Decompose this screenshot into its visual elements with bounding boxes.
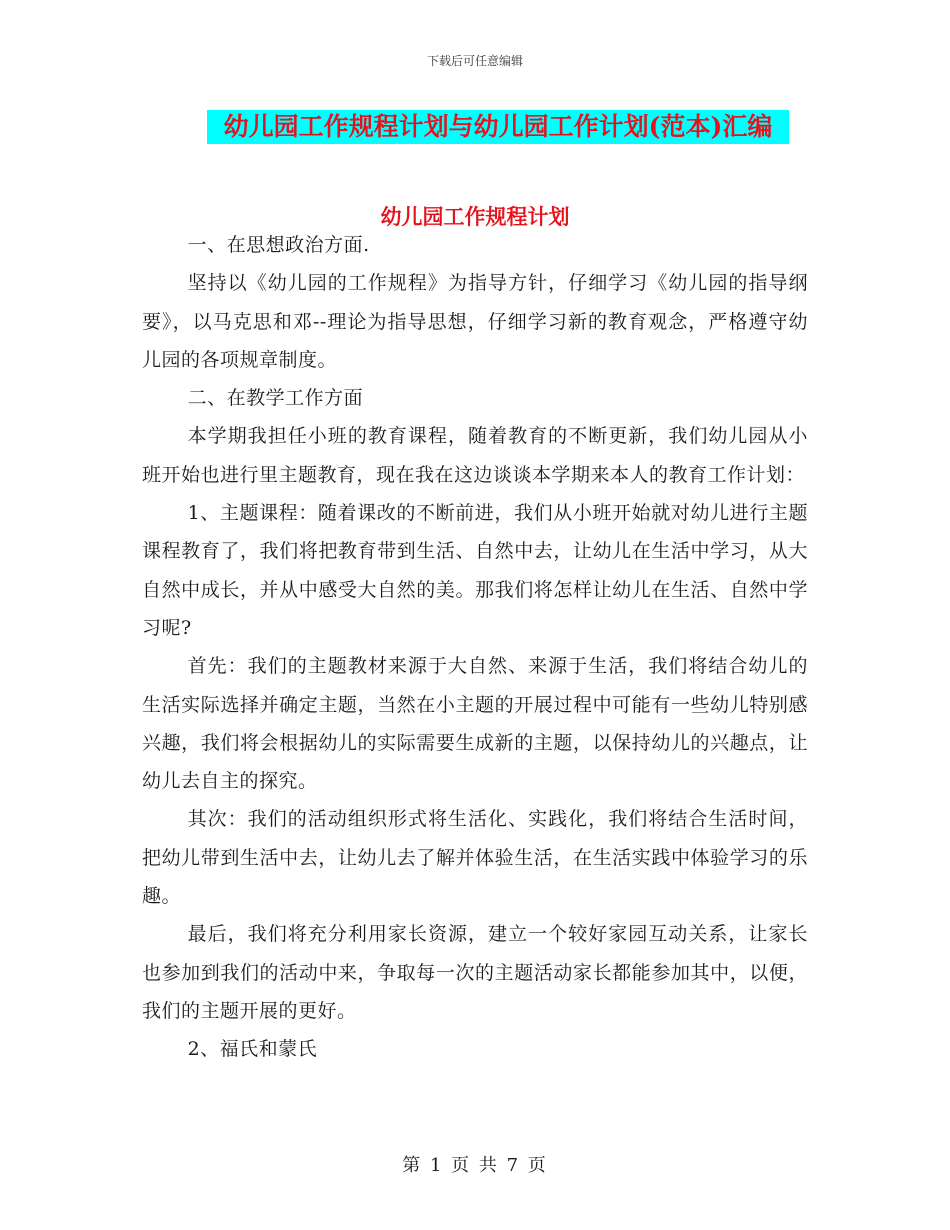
page-number: 第 1 页 共 7 页 — [402, 1155, 548, 1176]
paragraph: 其次：我们的活动组织形式将生活化、实践化，我们将结合生活时间，把幼儿带到生活中去，让幼儿去了解并体验生活，在生活实践中体验学习的乐趣。 — [142, 808, 808, 908]
paragraph: 坚持以《幼儿园的工作规程》为指导方针，仔细学习《幼儿园的指导纲要》，以马克思和邓--理论为指导思想，仔细学习新的教育观念，严格遵守幼儿园的各项规章制度。 — [142, 272, 808, 371]
section-title: 幼儿园工作规程计划 — [380, 204, 570, 229]
paragraph: 二、在教学工作方面 — [187, 387, 364, 410]
paragraph: 2、福氏和蒙氏 — [187, 1038, 318, 1061]
paragraph: 1、主题课程：随着课改的不断前进，我们从小班开始就对幼儿进行主题课程教育了，我们将把教育带到生活、自然中去，让幼儿在生活中学习，从大自然中成长，并从中感受大自然的美。那我们将怎样让幼儿在生活、自然中学习呢? — [142, 502, 808, 639]
paragraph: 本学期我担任小班的教育课程，随着教育的不断更新，我们幼儿园从小班开始也进行里主题教育，现在我在这边谈谈本学期来本人的教育工作计划： — [142, 425, 808, 486]
document-body — [142, 226, 808, 1069]
page-header-note: 下载后可任意编辑 — [426, 54, 523, 68]
document-title: 幼儿园工作规程计划与幼儿园工作计划(范本)汇编 — [223, 112, 773, 141]
paragraph: 首先：我们的主题教材来源于大自然、来源于生活，我们将结合幼儿的生活实际选择并确定主题，当然在小主题的开展过程中可能有一些幼儿特别感兴趣，我们将会根据幼儿的实际需要生成新的主题，以保持幼儿的兴趣点，让幼儿去自主的探究。 — [142, 655, 808, 793]
paragraph: 最后，我们将充分利用家长资源，建立一个较好家园互动关系，让家长也参加到我们的活动中来，争取每一次的主题活动家长都能参加其中，以便，我们的主题开展的更好。 — [142, 923, 808, 1022]
document-title-highlight — [207, 110, 789, 144]
paragraph: 一、在思想政治方面. — [187, 234, 370, 256]
